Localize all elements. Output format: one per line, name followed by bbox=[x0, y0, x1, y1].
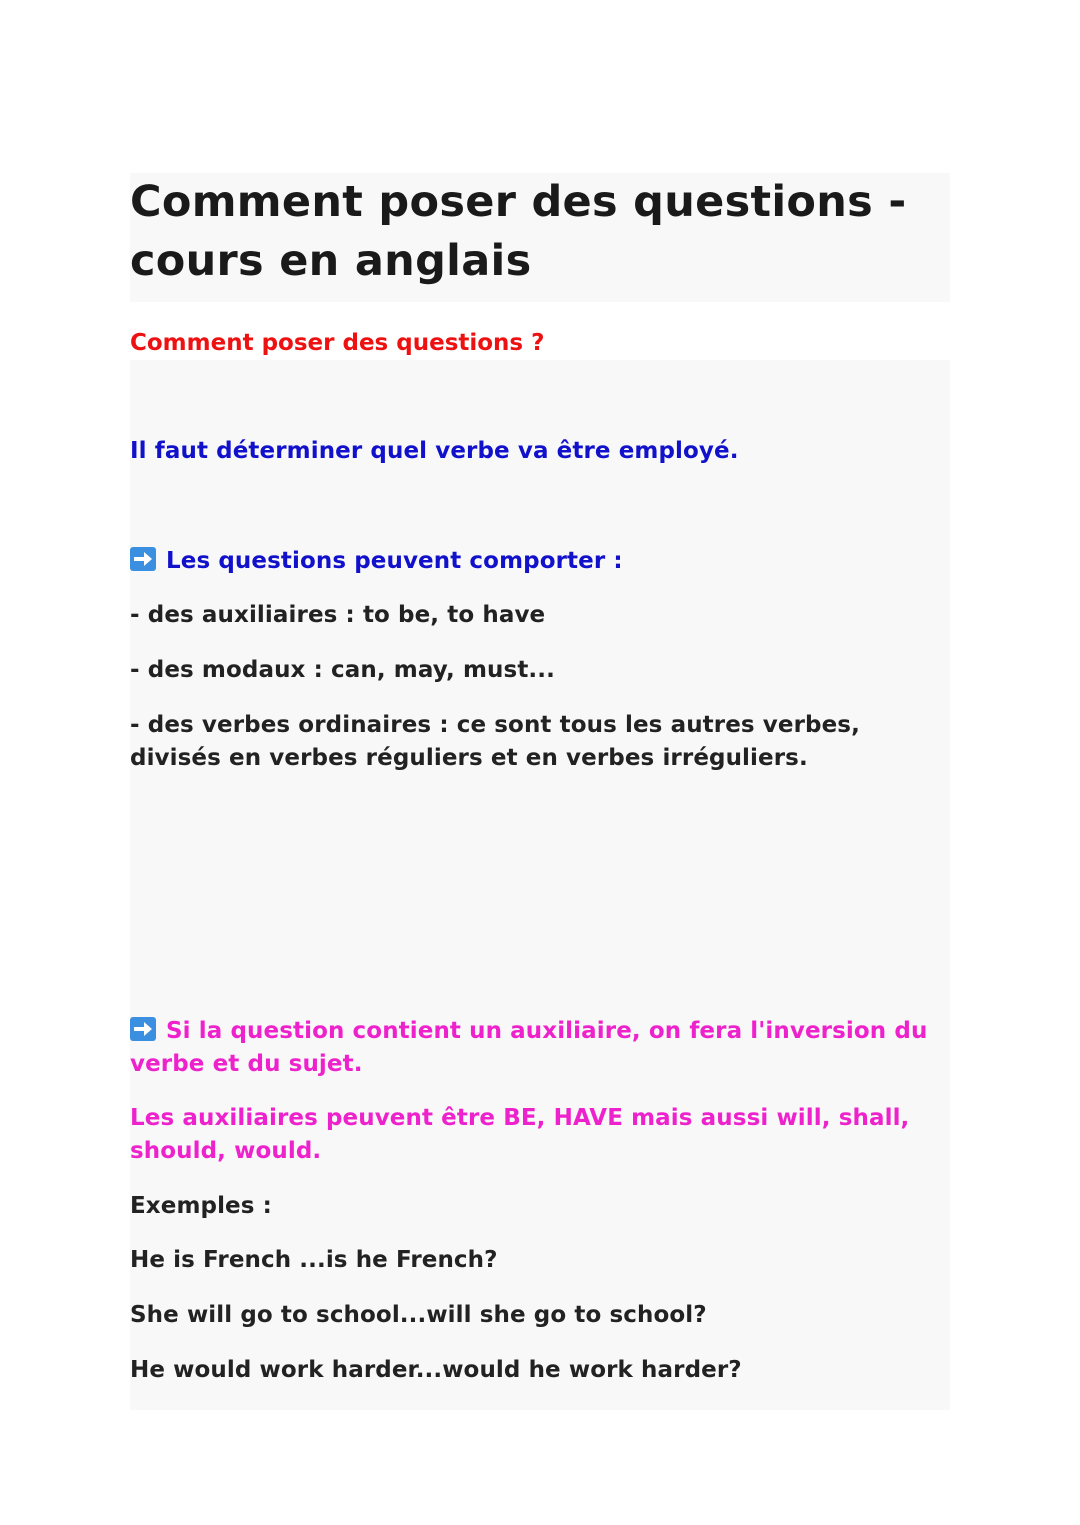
example-3: He would work harder...would he work harder? bbox=[130, 1357, 742, 1383]
section-2-heading bbox=[130, 1015, 950, 1048]
page-title-line-1: Comment poser des questions - bbox=[130, 177, 907, 227]
section-2-heading-cont: verbe et du sujet. bbox=[130, 1051, 363, 1077]
title-box bbox=[130, 173, 950, 302]
list-item-auxiliaires: - des auxiliaires : to be, to have bbox=[130, 602, 546, 628]
auxiliaires-text: Les auxiliaires peuvent être BE, HAVE mais aussi will, shall, bbox=[130, 1105, 910, 1131]
intro-text: Il faut déterminer quel verbe va être employé. bbox=[130, 438, 739, 464]
section-2-heading-text: Si la question contient un auxiliaire, on fera l'inversion du bbox=[166, 1018, 928, 1044]
right-arrow-icon bbox=[130, 1017, 156, 1041]
list-item-verbes-ordinaires-cont: divisés en verbes réguliers et en verbes irréguliers. bbox=[130, 745, 808, 771]
example-1: He is French ...is he French? bbox=[130, 1247, 498, 1273]
examples-label: Exemples : bbox=[130, 1193, 272, 1219]
content-box bbox=[130, 360, 950, 1410]
page-title bbox=[130, 173, 950, 291]
page-title-line-2: cours en anglais bbox=[130, 236, 532, 286]
auxiliaires-text-cont: should, would. bbox=[130, 1138, 322, 1164]
list-item-verbes-ordinaires: - des verbes ordinaires : ce sont tous les autres verbes, bbox=[130, 712, 860, 738]
right-arrow-icon bbox=[130, 547, 156, 571]
section-subtitle: Comment poser des questions ? bbox=[130, 330, 545, 356]
section-1-heading bbox=[130, 545, 950, 578]
list-item-modaux: - des modaux : can, may, must... bbox=[130, 657, 555, 683]
example-2: She will go to school...will she go to school? bbox=[130, 1302, 707, 1328]
section-1-heading-text: Les questions peuvent comporter : bbox=[166, 548, 623, 574]
